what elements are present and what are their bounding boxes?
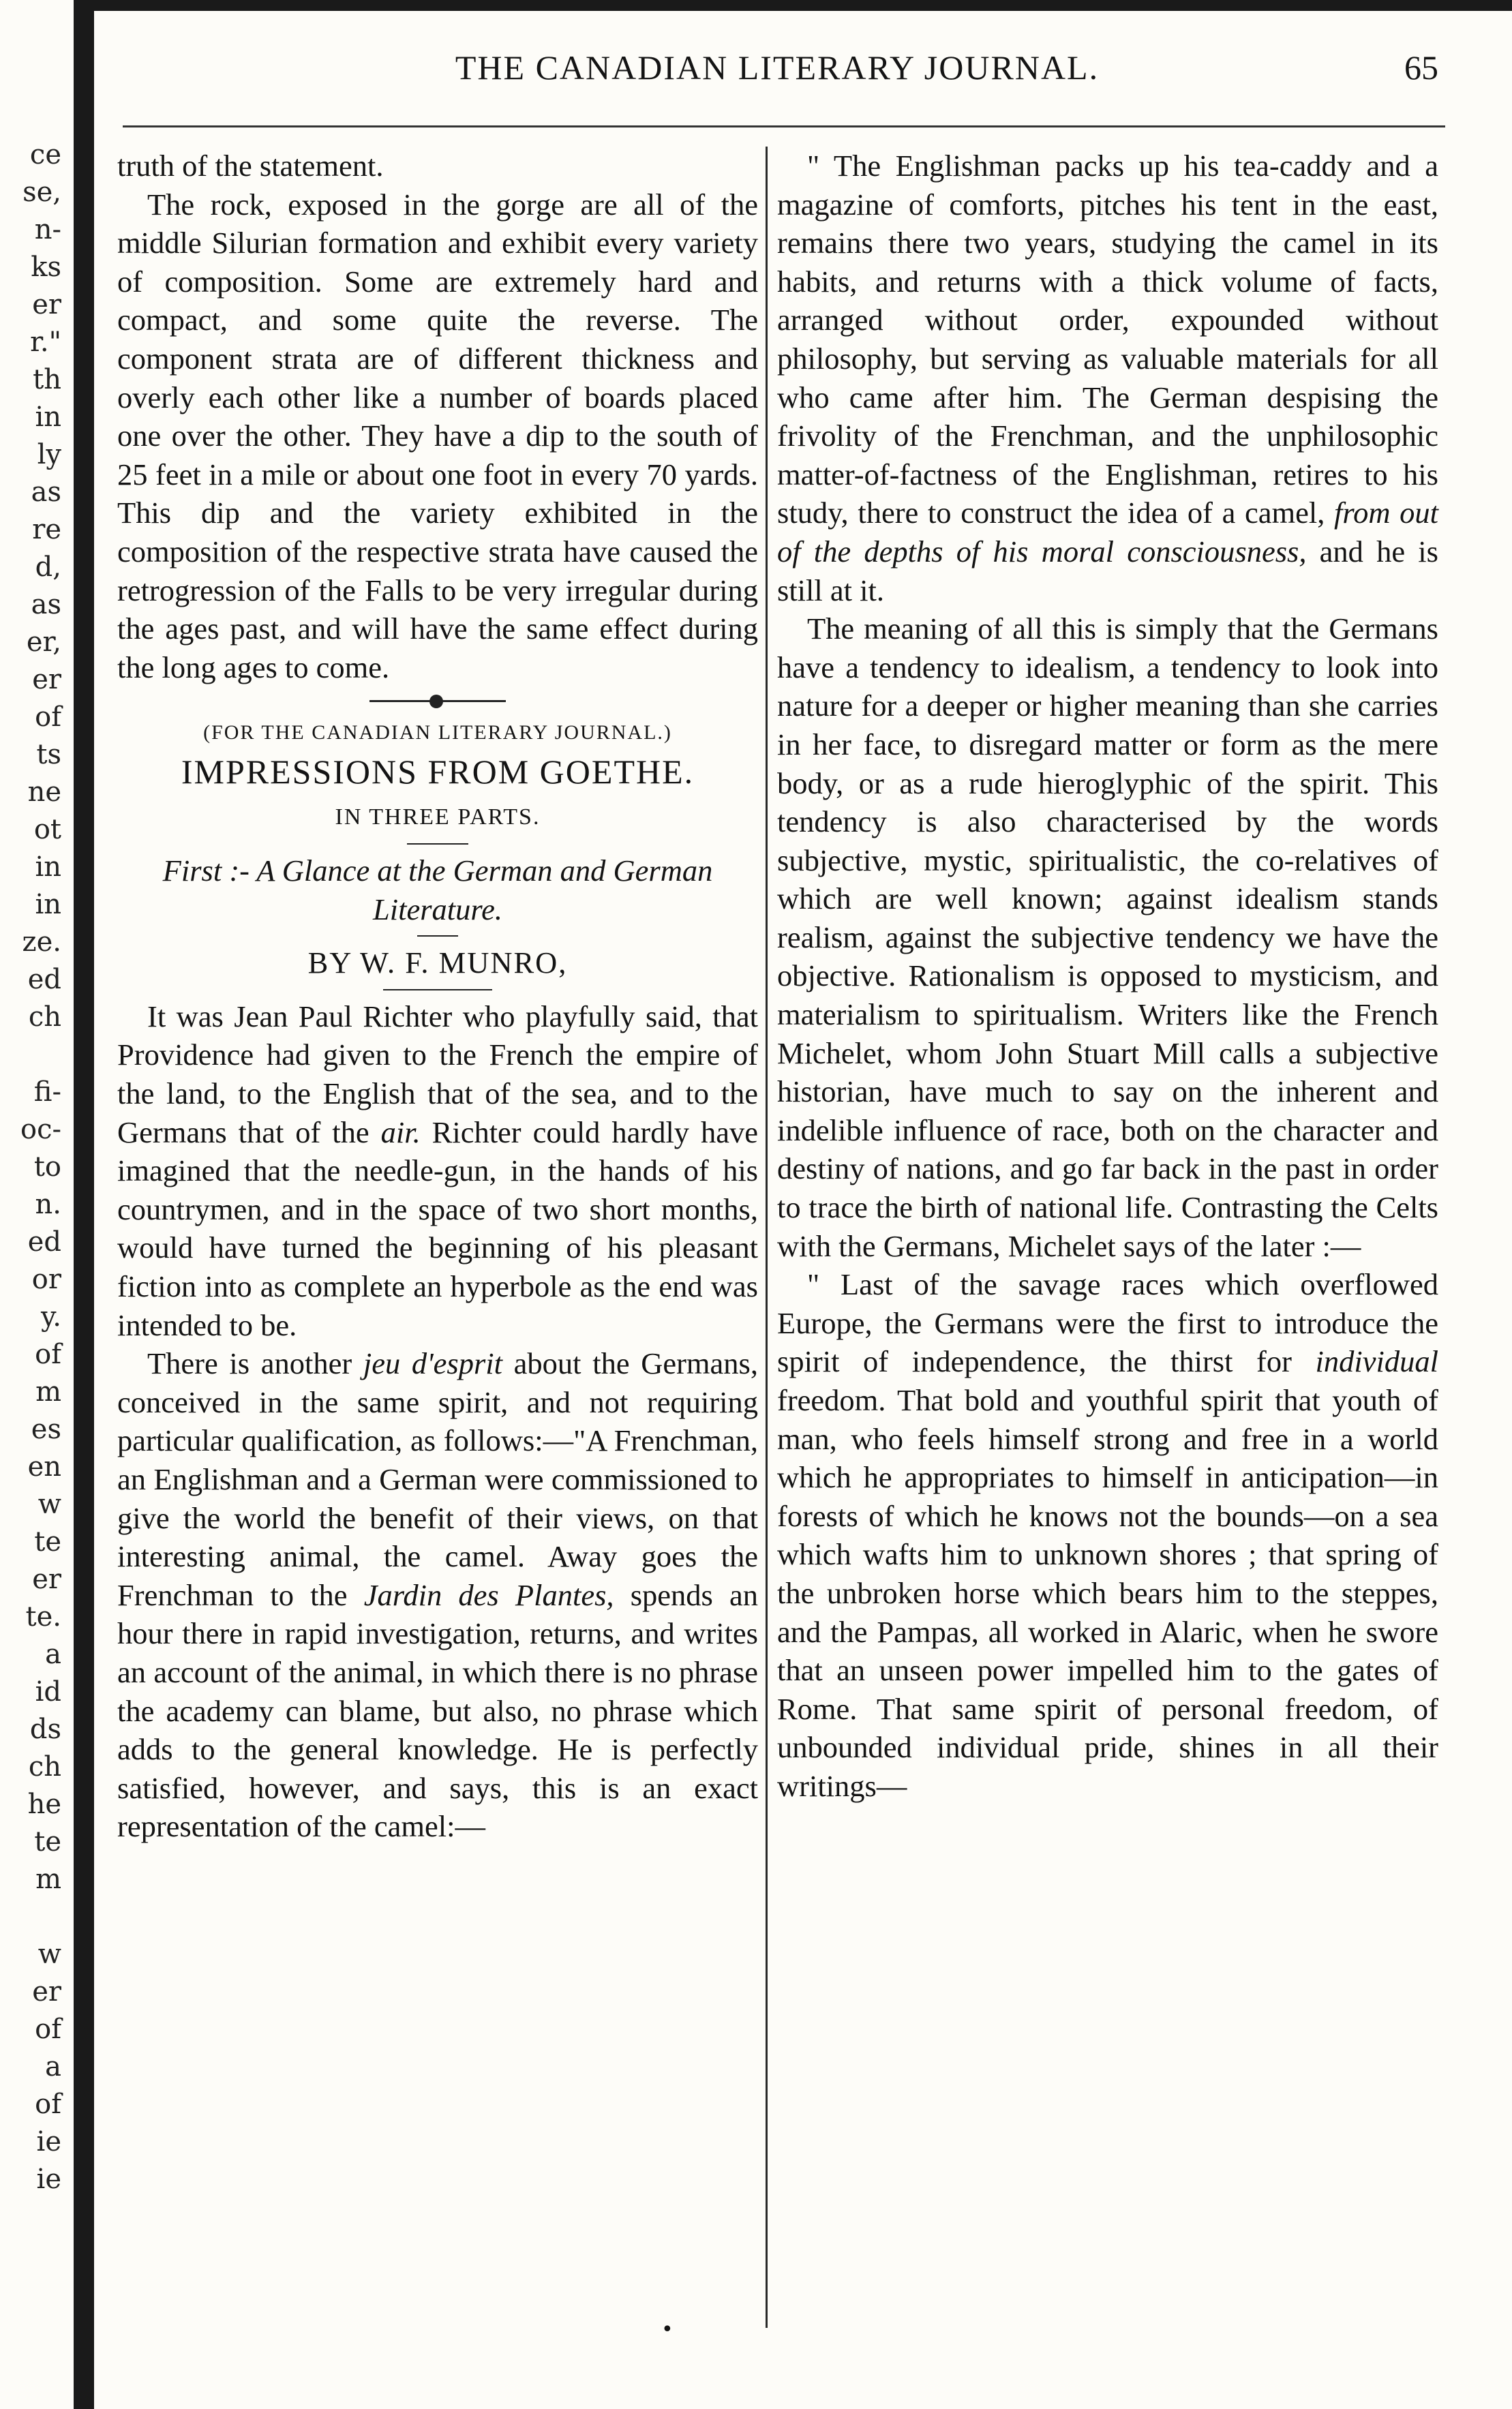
- margin-fragment: ce: [29, 139, 61, 170]
- margin-fragment: er,: [26, 626, 61, 658]
- margin-fragment: as: [31, 589, 61, 620]
- margin-fragment: ds: [29, 1714, 61, 1745]
- margin-fragment: a: [45, 1639, 61, 1670]
- journal-title: THE CANADIAN LITERARY JOURNAL.: [455, 48, 1100, 87]
- margin-fragment: fi-: [33, 1076, 61, 1108]
- adjacent-page-fragments: [0, 136, 68, 2198]
- left-column: [117, 147, 758, 1846]
- margin-fragment: ch: [28, 1751, 61, 1783]
- margin-fragment: oc-: [20, 1114, 61, 1145]
- paragraph: The meaning of all this is simply that the Germans have a tendency to idealism, a tendency to look into nature for a deeper or higher meaning than she carries in her face, to disregard matter or form as the mere body, or as a rude hieroglyphic of the spirit. This tendency is also characterised by the words subjective, mystic, spiritualistic, the co-relatives of which are well known; against idealism stands realism, against the subjective tendency we have the objective. Rationalism is opposed to mysticism, and materialism to spiritualism. Writers like the French Michelet, whom John Stuart Mill calls a subjective historian, have much to say on the inherent and indelible influence of race, both on the character and destiny of nations, and go far back in the past in order to trace the birth of national life. Contrasting the Celts with the Germans, Michelet says of the later :—: [777, 611, 1438, 1263]
- margin-fragment: w: [37, 1939, 61, 1970]
- margin-fragment: ze.: [22, 926, 61, 958]
- text-run: " Last of the savage races which overflowed Europe, the Germans were the first to introduce the spirit of independence, the thirst for: [777, 1267, 1438, 1379]
- paragraph: The rock, exposed in the gorge are all of the middle Silurian formation and exhibit every variety of composition. Some are extremely hard and compact, and some quite the reverse. The component strata are of different thickness and overly each other like a number of boards placed one over the other. They have a dip to the south of 25 feet in a mile or about one foot in every 70 yards. This dip and the variety exhibited in the composition of the respective strata have caused the retrogression of the Falls to be very irregular during the ages past, and will have the same effect during the long ages to come.: [117, 187, 758, 684]
- short-rule: [383, 989, 492, 990]
- text-run: There is another: [147, 1346, 363, 1381]
- page-number: 65: [1404, 48, 1438, 87]
- margin-fragment: th: [33, 364, 61, 395]
- header-rule: [123, 125, 1445, 127]
- text-run: Richter could hardly have imagined that the needle-gun, in the hands of his countrymen, and in the space of two short months, would have turned the beginning of his pleasant fiction into as complete an hyperbole as the end was intended to be.: [117, 1115, 758, 1342]
- short-rule: [407, 843, 468, 845]
- margin-fragment: er: [32, 1976, 61, 2008]
- text-run: freedom. That bold and youthful spirit that youth of man, who feels himself strong and free in a world which he appropriates to himself in anticipation—in forests of which he knows not the bounds—on a sea which wafts him to unknown shores ; that spring of the unbroken horse which bears him to the steppes, and the Pampas, all worked in Alaric, when he swore that an unseen power impelled him to the gates of Rome. That same spirit of personal freedom, of unbounded individual pride, shines in all their writings—: [777, 1383, 1438, 1803]
- short-rule: [417, 935, 458, 937]
- margin-fragment: es: [31, 1414, 61, 1445]
- text-run: and he is still at it.: [777, 534, 1438, 607]
- margin-fragment: w: [37, 1489, 61, 1520]
- margin-fragment: he: [27, 1789, 61, 1820]
- italic-run: individual: [1315, 1344, 1438, 1379]
- margin-fragment: id: [35, 1676, 61, 1708]
- byline: BY W. F. MUNRO,: [307, 945, 568, 980]
- margin-fragment: te: [34, 1526, 61, 1558]
- margin-fragment: ly: [37, 439, 61, 470]
- part-label: First :-: [162, 853, 250, 888]
- margin-fragment: in: [35, 889, 61, 920]
- margin-fragment: of: [35, 1339, 61, 1370]
- margin-fragment: ch: [28, 1001, 61, 1033]
- part-heading: [117, 851, 758, 928]
- margin-fragment: in: [35, 402, 61, 433]
- italic-run: Jardin des Plantes,: [363, 1577, 614, 1612]
- column-divider: [766, 147, 768, 2328]
- text-run: about the Germans, conceived in the same spirit, and not requiring particular qualification, as follows:—"A Frenchman, an Englishman and a German were commissioned to give the world the benefit of their views, on that interesting animal, the camel. Away goes the Frenchman to the: [117, 1346, 758, 1612]
- margin-fragment: as: [31, 476, 61, 508]
- margin-fragment: m: [35, 1864, 61, 1895]
- italic-run: air.: [380, 1115, 421, 1149]
- margin-fragment: er: [32, 1564, 61, 1595]
- right-column: [777, 147, 1438, 1806]
- margin-fragment: se,: [22, 177, 61, 208]
- margin-fragment: or: [31, 1264, 61, 1295]
- text-run: " The Englishman packs up his tea-caddy and a magazine of comforts, pitches his tent in the east, remains there two years, studying the camel in its habits, and returns with a thick volume of facts, arranged without order, expounded without philosophy, but serving as valuable materials for all who came after him. The German despising the frivolity of the Frenchman, and the unphilosophic matter-of-factness of the Englishman, retires to his study, there to construct the idea of a camel,: [777, 149, 1438, 530]
- paragraph: [117, 1344, 758, 1846]
- part-title: A Glance at the German and German Literature.: [256, 853, 713, 926]
- paragraph: [777, 1265, 1438, 1805]
- article-title: IMPRESSIONS FROM GOETHE.: [181, 752, 695, 791]
- margin-fragment: te.: [25, 1601, 61, 1633]
- margin-fragment: r.": [30, 327, 61, 358]
- margin-fragment: ed: [27, 964, 61, 995]
- margin-fragment: er: [32, 289, 61, 320]
- margin-fragment: en: [27, 1451, 61, 1483]
- margin-fragment: a: [45, 2051, 61, 2082]
- section-ornament: [117, 686, 758, 714]
- margin-fragment: to: [33, 1151, 61, 1183]
- printer-mark: •: [661, 2318, 674, 2342]
- margin-fragment: ts: [36, 739, 61, 770]
- source-line: (FOR THE CANADIAN LITERARY JOURNAL.): [203, 721, 672, 744]
- margin-fragment: d,: [35, 551, 61, 583]
- margin-fragment: ie: [36, 2126, 61, 2157]
- margin-fragment: [0, 1036, 68, 1074]
- paragraph: truth of the statement.: [117, 149, 384, 183]
- paragraph: [777, 147, 1438, 609]
- italic-run: from out of the depths of his moral consciousness,: [777, 496, 1438, 569]
- margin-fragment: of: [35, 701, 61, 733]
- margin-fragment: ks: [31, 252, 61, 283]
- margin-fragment: m: [35, 1376, 61, 1408]
- margin-fragment: te: [34, 1826, 61, 1858]
- margin-fragment: ne: [27, 776, 61, 808]
- margin-fragment: n-: [34, 214, 61, 245]
- margin-fragment: re: [32, 514, 61, 545]
- margin-fragment: ot: [33, 814, 61, 845]
- margin-fragment: ed: [27, 1226, 61, 1258]
- italic-run: jeu d'esprit: [363, 1346, 503, 1381]
- text-run: spends an hour there in rapid investigation, returns, and writes an account of the animal, in which there is no phrase the academy can blame, but also, no phrase which adds to the general knowledge. He is perfectly satisfied, however, and says, this is an exact representation of the camel:—: [117, 1577, 759, 1844]
- binding-spine: [74, 0, 94, 2409]
- margin-fragment: of: [35, 2014, 61, 2045]
- page-header: [109, 48, 1445, 102]
- top-edge-bar: [74, 0, 1512, 11]
- margin-fragment: in: [35, 851, 61, 883]
- margin-fragment: y.: [41, 1301, 61, 1333]
- margin-fragment: of: [35, 2089, 61, 2120]
- margin-fragment: er: [32, 664, 61, 695]
- text-run: It was Jean Paul Richter who playfully said, that Providence had given to the French the empire of the land, to the English that of the sea, and to the Germans that of the: [117, 999, 758, 1149]
- margin-fragment: n.: [35, 1189, 61, 1220]
- margin-fragment: ie: [36, 2164, 61, 2195]
- paragraph: [117, 997, 758, 1344]
- article-parts: IN THREE PARTS.: [335, 804, 541, 830]
- margin-fragment: [0, 1898, 68, 1936]
